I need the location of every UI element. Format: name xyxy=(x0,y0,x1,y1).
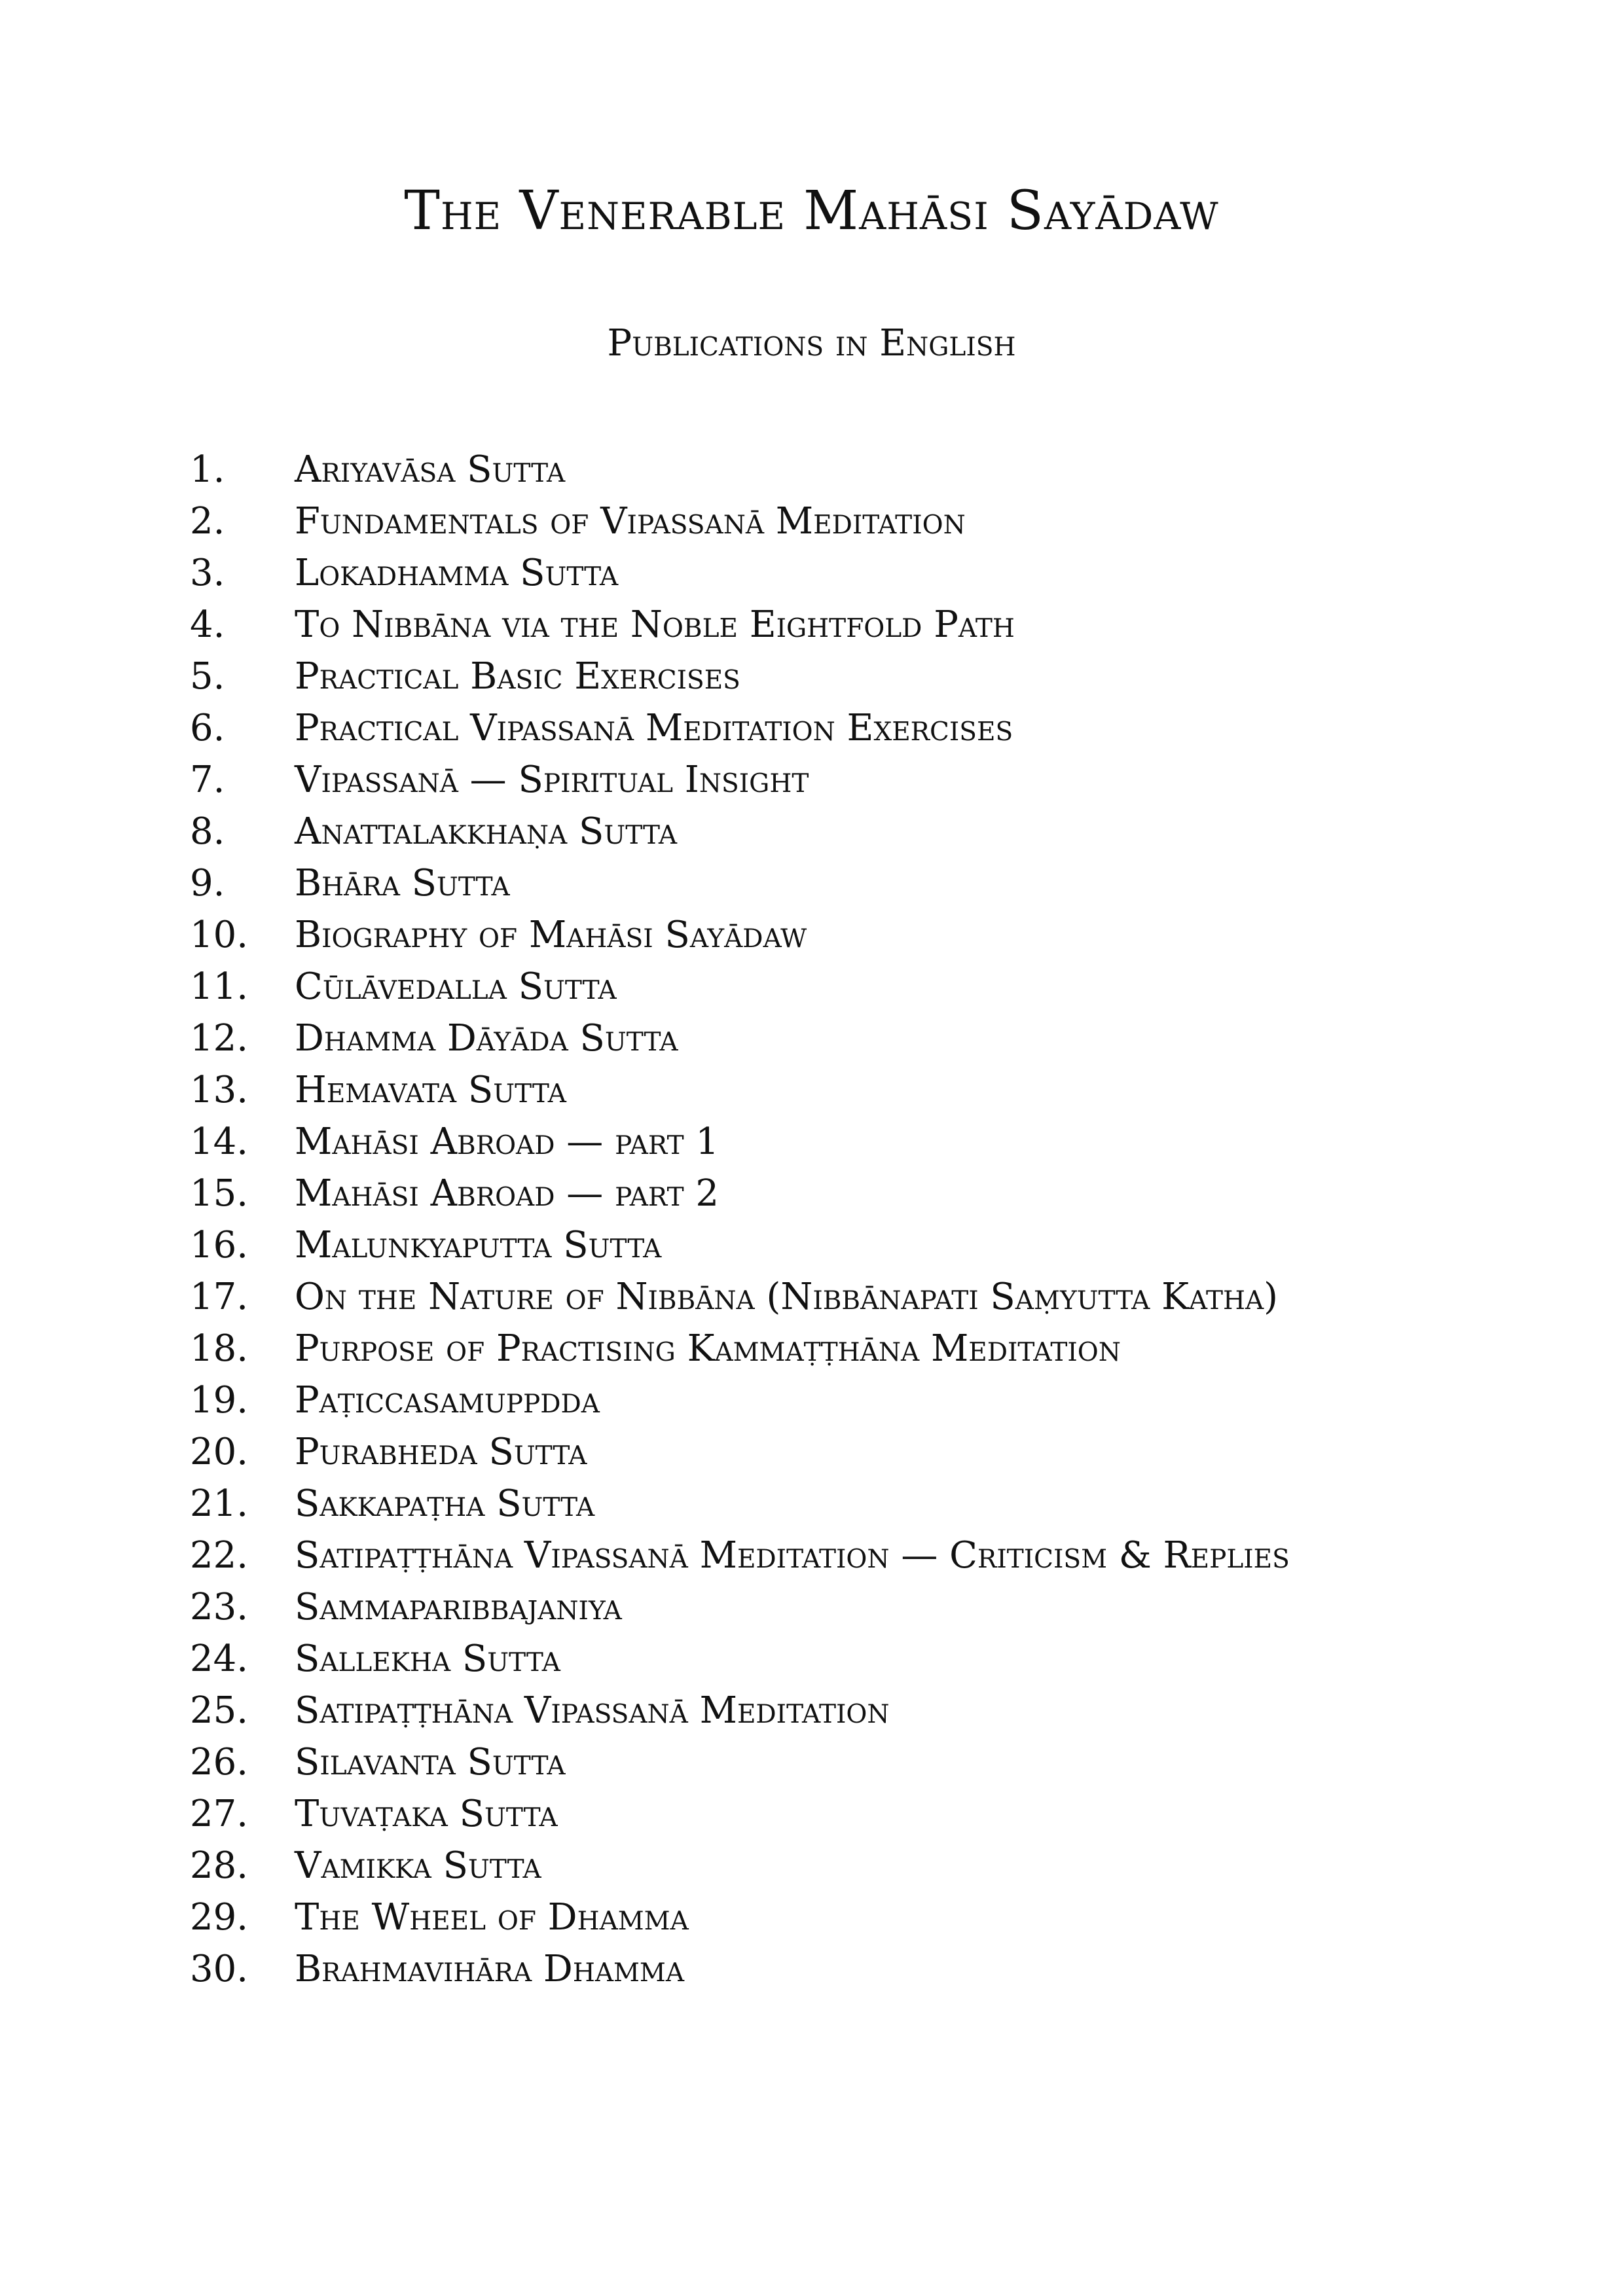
list-item-title: Silavanta Sutta xyxy=(295,1741,566,1784)
list-item xyxy=(190,1271,1290,1323)
list-item-title: Purpose of Practising Kammaṭṭhāna Meditation xyxy=(295,1327,1121,1370)
list-item-number: 19. xyxy=(190,1379,249,1422)
list-item-number: 27. xyxy=(190,1793,249,1835)
list-item-title: Brahmavihāra Dhamma xyxy=(295,1948,685,1990)
list-item xyxy=(190,1323,1290,1374)
list-item-number: 4. xyxy=(190,603,225,646)
list-item xyxy=(190,1478,1290,1530)
list-item xyxy=(190,1736,1290,1788)
list-item-number: 26. xyxy=(190,1741,249,1784)
list-item-title: The Wheel of Dhamma xyxy=(295,1896,689,1939)
list-item-number: 25. xyxy=(190,1689,249,1732)
list-item xyxy=(190,1168,1290,1219)
list-item xyxy=(190,651,1290,702)
list-item xyxy=(190,1530,1290,1581)
list-item xyxy=(190,1840,1290,1892)
list-item-number: 8. xyxy=(190,810,225,853)
list-item xyxy=(190,1374,1290,1426)
list-item-number: 7. xyxy=(190,759,225,801)
list-item-number: 6. xyxy=(190,707,225,749)
list-item xyxy=(190,599,1290,651)
list-item xyxy=(190,754,1290,806)
list-item-title: Vipassanā — Spiritual Insight xyxy=(295,759,809,801)
list-item xyxy=(190,909,1290,961)
list-item-title: Mahāsi Abroad — part 2 xyxy=(295,1172,720,1215)
list-item-number: 16. xyxy=(190,1224,249,1266)
list-item-title: Satipaṭṭhāna Vipassanā Meditation xyxy=(295,1689,890,1732)
list-item xyxy=(190,806,1290,857)
list-item xyxy=(190,1219,1290,1271)
list-item-title: Hemavata Sutta xyxy=(295,1069,566,1111)
list-item-number: 11. xyxy=(190,965,249,1008)
list-item xyxy=(190,444,1290,495)
list-item-number: 17. xyxy=(190,1276,249,1318)
list-item-number: 10. xyxy=(190,914,249,956)
list-item-title: Cūlāvedalla Sutta xyxy=(295,965,617,1008)
list-item-number: 29. xyxy=(190,1896,249,1939)
list-item-number: 28. xyxy=(190,1844,249,1887)
list-item xyxy=(190,1788,1290,1840)
page-subtitle: Publications in English xyxy=(607,322,1016,365)
list-item-title: Lokadhamma Sutta xyxy=(295,552,619,594)
list-item-number: 22. xyxy=(190,1534,249,1577)
list-item-title: On the Nature of Nibbāna (Nibbānapati Saṃyutta Katha) xyxy=(295,1276,1278,1318)
list-item-number: 24. xyxy=(190,1638,249,1680)
list-item-number: 20. xyxy=(190,1431,249,1473)
list-item-title: Vamikka Sutta xyxy=(295,1844,541,1887)
list-item-title: Bhāra Sutta xyxy=(295,862,510,905)
list-item xyxy=(190,857,1290,909)
list-item-title: Ariyavāsa Sutta xyxy=(295,448,566,491)
list-item xyxy=(190,1685,1290,1736)
list-item-title: Paṭiccasamuppdda xyxy=(295,1379,600,1422)
list-item-title: Dhamma Dāyāda Sutta xyxy=(295,1017,678,1060)
list-item-title: Satipaṭṭhāna Vipassanā Meditation — Criticism & Replies xyxy=(295,1534,1290,1577)
list-item-title: Purabheda Sutta xyxy=(295,1431,587,1473)
page-title: The Venerable Mahāsi Sayādaw xyxy=(404,180,1219,242)
list-item-title: Practical Basic Exercises xyxy=(295,655,740,698)
list-item xyxy=(190,547,1290,599)
list-item-title: Sallekha Sutta xyxy=(295,1638,560,1680)
list-item-title: Practical Vipassanā Meditation Exercises xyxy=(295,707,1013,749)
list-item xyxy=(190,1633,1290,1685)
list-item xyxy=(190,1013,1290,1064)
list-item-number: 3. xyxy=(190,552,225,594)
list-item-number: 12. xyxy=(190,1017,249,1060)
list-item xyxy=(190,961,1290,1013)
list-item xyxy=(190,1064,1290,1116)
list-item-number: 5. xyxy=(190,655,225,698)
list-item xyxy=(190,1116,1290,1168)
list-item-number: 9. xyxy=(190,862,225,905)
publication-list xyxy=(190,444,1290,1995)
list-item-number: 23. xyxy=(190,1586,249,1628)
list-item-title: Sakkapaṭha Sutta xyxy=(295,1482,595,1525)
list-item-number: 30. xyxy=(190,1948,249,1990)
list-item-title: Sammaparibbajaniya xyxy=(295,1586,622,1628)
list-item xyxy=(190,495,1290,547)
list-item-number: 15. xyxy=(190,1172,249,1215)
list-item-title: Fundamentals of Vipassanā Meditation xyxy=(295,500,966,543)
list-item xyxy=(190,702,1290,754)
list-item-number: 14. xyxy=(190,1121,249,1163)
list-item-title: Malunkyaputta Sutta xyxy=(295,1224,662,1266)
list-item-title: Tuvaṭaka Sutta xyxy=(295,1793,558,1835)
list-item-number: 13. xyxy=(190,1069,249,1111)
list-item-number: 21. xyxy=(190,1482,249,1525)
list-item-title: Biography of Mahāsi Sayādaw xyxy=(295,914,807,956)
list-item xyxy=(190,1943,1290,1995)
list-item-title: Mahāsi Abroad — part 1 xyxy=(295,1121,720,1163)
list-item-number: 18. xyxy=(190,1327,249,1370)
list-item-title: Anattalakkhaṇa Sutta xyxy=(295,810,677,853)
list-item-title: To Nibbāna via the Noble Eightfold Path xyxy=(295,603,1015,646)
list-item-number: 2. xyxy=(190,500,225,543)
list-item xyxy=(190,1892,1290,1943)
list-item xyxy=(190,1581,1290,1633)
list-item xyxy=(190,1426,1290,1478)
list-item-number: 1. xyxy=(190,448,225,491)
